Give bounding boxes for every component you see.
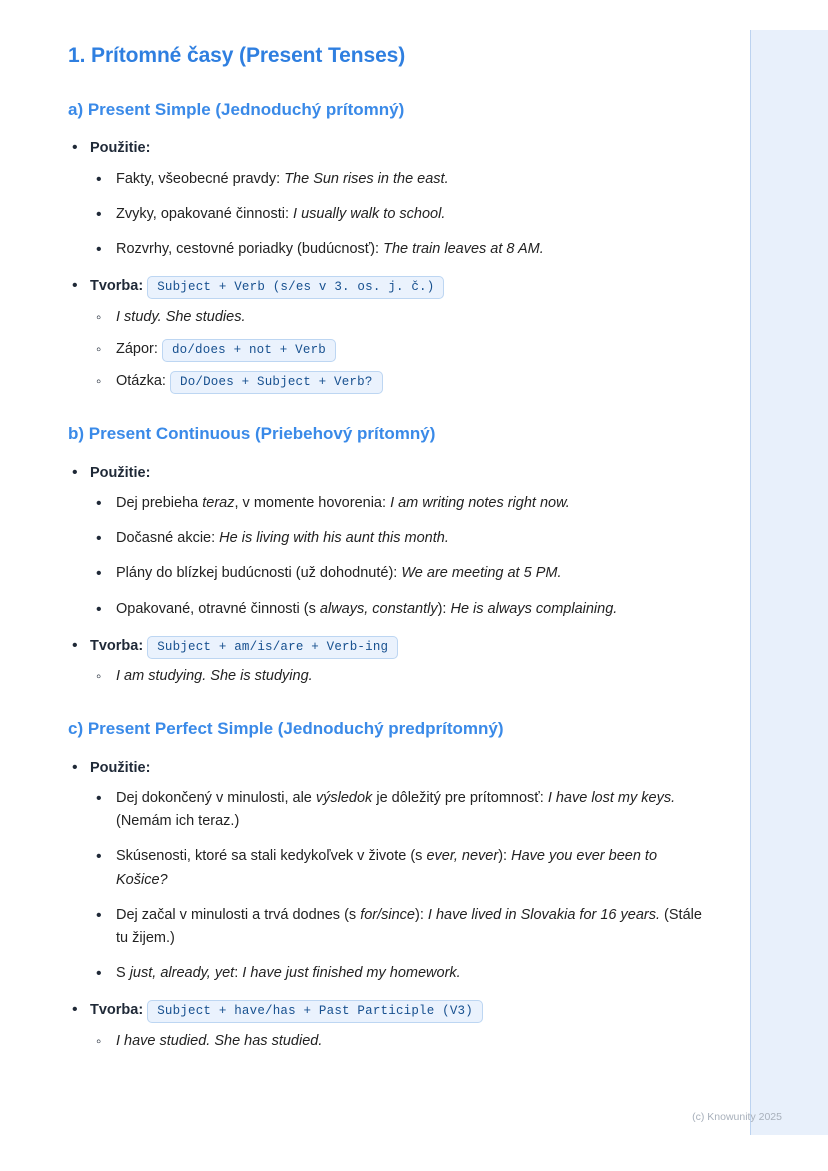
form-code-b: Subject + am/is/are + Verb-ing [147,636,398,659]
usage-label-b: Použitie: [90,464,151,481]
list-item [90,787,708,833]
usage-text: je dôležitý pre prítomnosť: [372,789,548,806]
section-b-list [68,462,708,689]
usage-text: , v momente hovorenia: [234,495,391,512]
usage-example: I am writing notes right now. [390,495,570,512]
form-example: I have studied. She has studied. [116,1032,323,1049]
list-item [90,306,708,329]
usage-example: He is always complaining. [450,600,618,617]
section-c-list [68,757,708,1053]
usage-text: ): [415,906,428,923]
negative-label: Zápor: [116,341,158,358]
usage-example: The Sun rises in the east. [284,170,449,187]
form-code-a: Subject + Verb (s/es v 3. os. j. č.) [147,276,444,299]
usage-example: We are meeting at 5 PM. [401,565,562,582]
usage-group-a [68,137,708,261]
usage-text: Plány do blízkej budúcnosti (už dohodnuté): [116,565,402,582]
list-item [90,962,708,985]
form-group-a [68,275,708,393]
list-item [90,370,708,393]
list-item [90,168,708,191]
usage-example: He is living with his aunt this month. [219,530,449,547]
question-code: Do/Does + Subject + Verb? [170,371,383,394]
bottom-spacer [68,1067,708,1147]
list-item [90,1030,708,1053]
usage-note: (Stále tu žijem.) [116,906,702,946]
usage-keyword: teraz [202,495,235,512]
usage-keyword: always, constantly [319,600,438,617]
list-item [90,338,708,361]
usage-label-c: Použitie: [90,759,151,776]
form-group-b [68,635,708,689]
usage-example: I have just finished my homework. [242,965,461,982]
usage-keyword: for/since [360,906,415,923]
form-group-c [68,999,708,1053]
usage-text: Dej začal v minulosti a trvá dodnes (s [116,906,361,923]
list-item [90,598,708,621]
usage-group-b [68,462,708,621]
list-item [90,203,708,226]
form-code-c: Subject + have/has + Past Participle (V3) [147,1000,483,1023]
usage-text: Zvyky, opakované činnosti: [116,206,294,223]
usage-example: I have lost my keys. [547,789,676,806]
usage-example: I have lived in Slovakia for 16 years. [427,906,661,923]
form-example: I am studying. She is studying. [116,668,313,685]
section-heading-a: a) Present Simple (Jednoduchý prítomný) [68,100,405,120]
form-items-b [90,665,708,688]
form-label-a: Tvorba: [90,278,144,295]
usage-text: Dej dokončený v minulosti, ale [116,789,316,806]
usage-items-b [90,492,708,621]
usage-keyword: ever, never [426,848,499,865]
usage-text: Opakované, otravné činnosti (s [116,600,320,617]
form-items-c [90,1030,708,1053]
form-label-c: Tvorba: [90,1002,144,1019]
section-heading-c: c) Present Perfect Simple (Jednoduchý predprítomný) [68,719,504,739]
section-a-list [68,137,708,393]
usage-text: Fakty, všeobecné pravdy: [116,170,285,187]
copyright-footer: (c) Knowunity 2025 [692,1111,782,1123]
form-items-a [90,306,708,394]
usage-text: : [234,965,243,982]
list-item [90,665,708,688]
list-item [90,845,708,891]
negative-code: do/does + not + Verb [162,339,336,362]
usage-text: Skúsenosti, ktoré sa stali kedykoľvek v živote (s [116,848,427,865]
form-label-b: Tvorba: [90,637,144,654]
usage-text: ): [498,848,512,865]
question-label: Otázka: [116,373,166,390]
list-item [90,238,708,261]
usage-label-a: Použitie: [90,140,151,157]
usage-keyword: výsledok [315,789,373,806]
usage-example: The train leaves at 8 AM. [383,241,544,258]
usage-group-c [68,757,708,986]
usage-example: Have you ever been to Košice? [116,848,658,888]
usage-text: ): [437,600,451,617]
usage-note: (Nemám ich teraz.) [116,813,240,830]
usage-example: I usually walk to school. [293,206,446,223]
list-item [90,527,708,550]
list-item [90,904,708,950]
usage-keyword: just, already, yet [129,965,235,982]
usage-items-c [90,787,708,985]
form-example: I study. She studies. [116,308,246,325]
page-title: 1. Prítomné časy (Present Tenses) [68,44,406,67]
section-heading-b: b) Present Continuous (Priebehový prítomný) [68,424,436,444]
usage-text: Dočasné akcie: [116,530,220,547]
usage-text: Dej prebieha [116,495,203,512]
list-item [90,492,708,515]
document-content [0,42,828,1147]
usage-text: Rozvrhy, cestovné poriadky (budúcnosť): [116,241,384,258]
usage-items-a [90,168,708,262]
list-item [90,562,708,585]
usage-text: S [116,965,130,982]
